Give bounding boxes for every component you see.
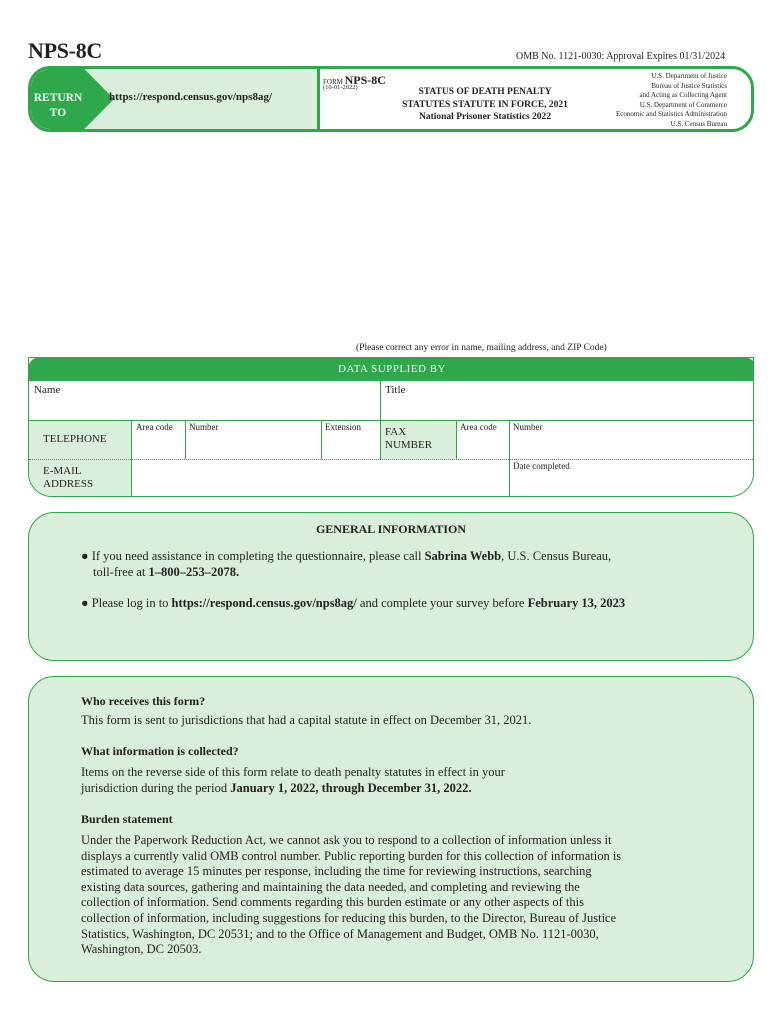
contact-name: Sabrina Webb: [424, 549, 502, 563]
burden-line: collection of information. Send comments regarding this burden estimate or any other aspects of this: [81, 895, 584, 910]
form-title-line3: National Prisoner Statistics 2022: [418, 112, 552, 122]
title-field[interactable]: [385, 398, 750, 418]
date-completed-field[interactable]: [511, 474, 731, 494]
fax-area-code-label: Area code: [460, 422, 497, 432]
agency-line: Economic and Statistics Administration: [615, 110, 727, 119]
agency-block: [616, 72, 727, 130]
login-text-b: and complete your survey before: [356, 596, 528, 610]
assistance-bullet: [81, 548, 611, 564]
q2-body-line2-a: jurisdiction during the period: [81, 780, 231, 795]
col-divider: [509, 420, 510, 497]
data-supplied-section: [28, 357, 754, 497]
burden-line: Statistics, Washington, DC 20531; and to the Office of Management and Budget, OMB No. 1121-0030,: [81, 926, 599, 941]
fax-label-line2: NUMBER: [385, 439, 433, 451]
burden-line: Under the Paperwork Reduction Act, we cannot ask you to respond to a collection of information unless it: [81, 833, 612, 847]
fax-number-label: Number: [513, 422, 543, 432]
q2-heading: What information is collected?: [81, 744, 239, 758]
email-label-line2: ADDRESS: [43, 478, 94, 490]
correction-note: (Please correct any error in name, mailing address, and ZIP Code): [356, 343, 607, 353]
general-information-section: [28, 512, 754, 661]
agency-line: U.S. Census Bureau: [670, 119, 727, 128]
burden-line: estimated to average 15 minutes per response, including the time for reviewing instructions, searching: [81, 864, 592, 879]
bullet-icon: ●: [81, 549, 89, 563]
form-code: NPS-8C: [344, 73, 386, 87]
return-to-label: [31, 91, 85, 121]
data-supplied-heading: DATA SUPPLIED BY: [28, 357, 754, 381]
burden-line: collection of information, including suggestions for reducing this burden, to the Director, Bureau of Justice: [81, 910, 617, 925]
q2-body-line2: [81, 781, 721, 797]
extension-label: Extension: [325, 422, 361, 432]
assistance-text-b: , U.S. Census Bureau,: [501, 549, 612, 563]
header-divider: [317, 69, 320, 129]
return-line2: TO: [49, 107, 67, 119]
col-divider: [456, 420, 457, 459]
agency-line: and Acting as Collecting Agent: [639, 91, 727, 100]
burden-heading: Burden statement: [81, 812, 173, 826]
general-information-heading: GENERAL INFORMATION: [315, 522, 467, 536]
assistance-bullet-line2: [93, 564, 239, 580]
phone-number-field[interactable]: [187, 434, 319, 456]
col-divider: [185, 420, 186, 459]
information-section: [28, 676, 754, 982]
q2-body: [81, 765, 721, 796]
login-url-link[interactable]: https://respond.census.gov/nps8ag/: [171, 596, 357, 610]
agency-line: Bureau of Justice Statistics: [651, 81, 727, 90]
agency-line: U.S. Department of Justice: [651, 72, 727, 80]
col-divider: [321, 420, 322, 459]
burden-line: existing data sources, gathering and maintaining the data needed, and completing and reviewing the: [81, 879, 580, 894]
q1-heading: Who receives this form?: [81, 694, 206, 708]
telephone-label: TELEPHONE: [43, 433, 107, 445]
agency-line: U.S. Department of Commerce: [639, 100, 727, 109]
title-label: Title: [385, 384, 406, 396]
name-label: Name: [34, 384, 61, 396]
burden-line: displays a currently valid OMB control number. Public reporting burden for this collection of information is: [81, 848, 622, 863]
row-divider-dotted: [29, 459, 754, 460]
q2-body-line1: Items on the reverse side of this form relate to death penalty statutes in effect in your: [81, 765, 505, 779]
tollfree-text: toll-free at: [93, 565, 149, 579]
login-bullet: [81, 595, 625, 611]
omb-notice: OMB No. 1121-0030: Approval Expires 01/31/2024: [516, 51, 726, 62]
form-number: NPS-8C: [28, 38, 102, 63]
row-divider: [29, 420, 754, 421]
return-line1: RETURN: [33, 92, 83, 104]
q2-period: January 1, 2022, through December 31, 2022.: [230, 780, 472, 795]
fax-label: [385, 426, 432, 452]
return-url-link[interactable]: https://respond.census.gov/nps8ag/: [109, 91, 273, 103]
email-field[interactable]: [133, 462, 507, 494]
deadline-date: February 13, 2023: [527, 596, 626, 610]
phone-area-code-field[interactable]: [133, 434, 183, 456]
email-label: [43, 465, 93, 491]
date-completed-label: Date completed: [513, 461, 570, 471]
fax-area-code-field[interactable]: [458, 434, 507, 456]
name-field[interactable]: [34, 398, 374, 418]
tollfree-number[interactable]: 1–800–253–2078.: [148, 565, 240, 579]
form-title-line1: STATUS OF DEATH PENALTY: [418, 87, 552, 97]
col-divider: [131, 420, 132, 497]
phone-area-code-label: Area code: [136, 422, 173, 432]
burden-line: Washington, DC 20503.: [81, 942, 202, 957]
form-date: (10-01-2022): [323, 84, 358, 91]
form-prefix: FORM: [323, 78, 343, 86]
q1-body: This form is sent to jurisdictions that had a capital statute in effect on December 31, 2021.: [81, 713, 532, 727]
form-header: [28, 66, 754, 132]
assistance-text: If you need assistance in completing the questionnaire, please call: [91, 549, 425, 563]
fax-label-line1: FAX: [385, 426, 407, 438]
fax-number-field[interactable]: [511, 434, 751, 456]
phone-number-label: Number: [189, 422, 219, 432]
col-divider: [380, 381, 381, 459]
email-label-line1: E-MAIL: [43, 465, 82, 477]
form-title: [399, 86, 571, 124]
form-title-line2: STATUTES STATUTE IN FORCE, 2021: [402, 99, 568, 110]
login-text: Please log in to: [91, 596, 172, 610]
extension-field[interactable]: [323, 434, 378, 456]
burden-body: [81, 833, 741, 958]
bullet-icon: ●: [81, 596, 89, 610]
